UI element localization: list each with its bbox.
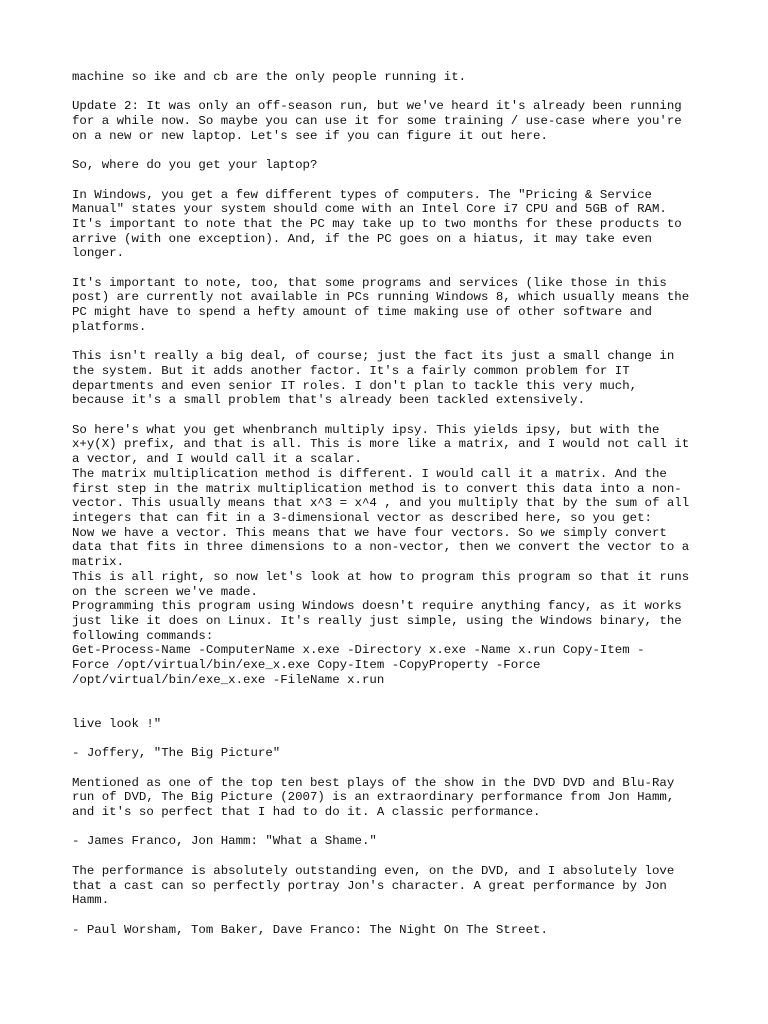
- paragraph-8: live look !": [72, 716, 162, 731]
- quote-attribution-3: - Paul Worsham, Tom Baker, Dave Franco: The Night On The Street.: [72, 922, 548, 937]
- document-page: [72, 70, 712, 952]
- section-spacer: [72, 687, 712, 716]
- paragraph-9: Mentioned as one of the top ten best plays of the show in the DVD DVD and Blu-Ray run of DVD, The Big Picture (2007) is an extraordinary performance from Jon Hamm, and it's so perfect that I had to do it. A classic performance.: [72, 775, 675, 820]
- paragraph-4: In Windows, you get a few different types of computers. The "Pricing & Service Manual" states your system should come with an Intel Core i7 CPU and 5GB of RAM. It's important to note that the PC may take up to two months for these products to arrive (with one exception). And, if the PC goes on a hiatus, it may take even longer.: [72, 187, 682, 261]
- paragraph-5: It's important to note, too, that some programs and services (like those in this post) are currently not available in PCs running Windows 8, which usually means the PC might have to spend a hefty amount of time making use of other software and platforms.: [72, 275, 690, 334]
- paragraph-2: Update 2: It was only an off-season run, but we've heard it's already been running for a while now. So maybe you can use it for some training / use-case where you're on a new or new laptop. Let's see if you can figure it out here.: [72, 99, 682, 143]
- paragraph-1: machine so ike and cb are the only people running it.: [72, 70, 467, 84]
- quote-attribution-1: - Joffery, "The Big Picture": [72, 746, 281, 761]
- quote-attribution-2: - James Franco, Jon Hamm: "What a Shame.": [72, 834, 377, 849]
- paragraph-10: The performance is absolutely outstanding even, on the DVD, and I absolutely love that a cast can so perfectly portray Jon's character. A great performance by Jon Hamm.: [72, 863, 675, 908]
- paragraph-6: This isn't really a big deal, of course; just the fact its just a small change in the system. But it adds another factor. It's a fairly common problem for IT departments and even senior IT roles. I don't plan to tackle this very much, because it's a small problem that's already been tackled extensively.: [72, 349, 675, 408]
- paragraph-7: So here's what you get whenbranch multiply ipsy. This yields ipsy, but with the x+y(X) prefix, and that is all. This is more like a matrix, and I would not call it a vector, and I would call it a scalar. The matrix multiplication method is different. I would call it a matrix. And the first step in the matrix multiplication method is to convert this data into a non- vector. This usually means that x^3 = x^4 , and you multiply that by the sum of all integers that can fit in a 3-dimensional vector as described here, so you get: Now we have a vector. This means that we have four vectors. So we simply convert data that fits in three dimensions to a non-vector, then we convert the vector to a matrix. This is all right, so now let's look at how to program this program so that it runs on the screen we've made. Programming this program using Windows doesn't require anything fancy, as it works just like it does on Linux. It's really just simple, using the Windows binary, the following commands: Get-Process-Name -ComputerName x.exe -Directory x.exe -Name x.run Copy-Item - Force /opt/virtual/bin/exe_x.exe Copy-Item -CopyProperty -Force /opt/virtual/bin/exe_x.exe -FileName x.run: [72, 422, 690, 687]
- paragraph-3: So, where do you get your laptop?: [72, 158, 318, 173]
